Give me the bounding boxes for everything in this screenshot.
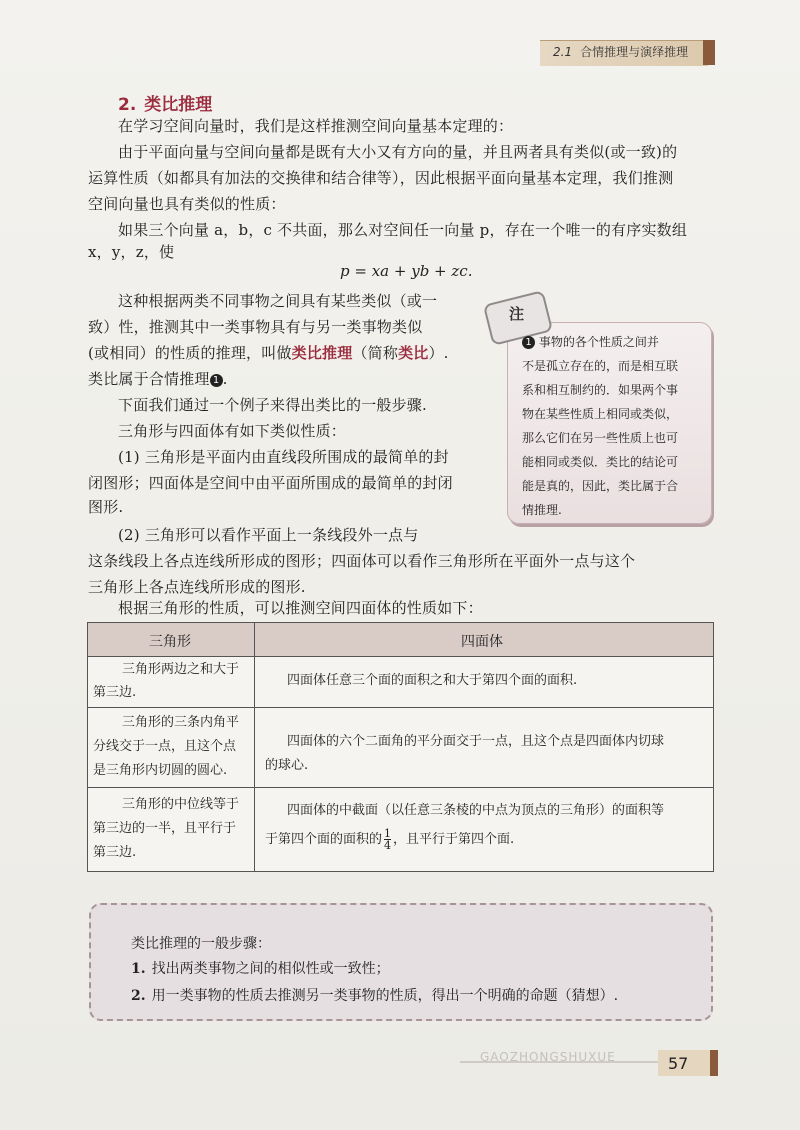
table-header-triangle: 三角形 xyxy=(149,634,191,650)
paragraph-line: 根据三角形的性质，可以推测空间四面体的性质如下： xyxy=(118,599,483,617)
paragraph-line: 下面我们通过一个例子来得出类比的一般步骤. xyxy=(118,396,427,414)
table-cell: 是三角形内切圆的圆心. xyxy=(93,763,228,778)
text-segment: (或相同）的性质的推理，叫做 xyxy=(88,344,292,362)
paragraph-line: 空间向量也具有类似的性质： xyxy=(88,195,286,213)
footnote-marker[interactable]: 1 xyxy=(210,374,223,387)
note-line: 那么它们在另一些性质上也可 xyxy=(522,431,679,445)
paragraph-line: 这种根据两类不同事物之间具有某些类似（或一 xyxy=(118,292,438,310)
table-row-divider xyxy=(88,787,713,788)
table-cell: 四面体的中截面（以任意三条棱的中点为顶点的三角形）的面积等 xyxy=(287,803,665,818)
summary-step-1 xyxy=(131,958,390,978)
table-cell: 四面体任意三个面的面积之和大于第四个面的面积. xyxy=(287,673,578,688)
paragraph-line: 类比属于合情推理 1 . xyxy=(88,370,228,388)
note-line: 能相同或类似．类比的结论可 xyxy=(522,455,679,469)
term-analogical-reasoning: 类比推理 xyxy=(291,344,353,362)
text-segment: ，且平行于第四个面. xyxy=(393,832,515,847)
note-badge-label: 注 xyxy=(509,305,525,323)
table-header-tetrahedron: 四面体 xyxy=(461,634,503,650)
paragraph-intro: 在学习空间向量时，我们是这样推测空间向量基本定理的： xyxy=(118,117,514,135)
paragraph-line: (1) 三角形是平面内由直线段所围成的最简单的封 xyxy=(118,448,449,466)
table-cell: 三角形的中位线等于 xyxy=(122,797,240,812)
table-row-divider xyxy=(88,707,713,708)
step-number: 2. xyxy=(131,988,146,1004)
header-section-number: 2.1 xyxy=(553,45,573,59)
page-number: 57 xyxy=(668,1054,689,1073)
term-analogy: 类比 xyxy=(398,344,429,362)
paragraph-line: 闭图形；四面体是空间中由平面所围成的最简单的封闭 xyxy=(88,474,453,492)
note-line: 不是孤立存在的，而是相互联 xyxy=(522,359,679,373)
text-segment: 于第四个面的面积的 xyxy=(265,832,383,847)
step-text: 找出两类事物之间的相似性或一致性； xyxy=(151,961,390,977)
paragraph-line xyxy=(88,340,449,366)
section-heading xyxy=(118,90,212,115)
paragraph-line: 这条线段上各点连线所形成的图形；四面体可以看作三角形所在平面外一点与这个 xyxy=(88,552,636,570)
note-line: 物在某些性质上相同或类似， xyxy=(522,407,679,421)
table-cell: 四面体的六个二面角的平分面交于一点，且这个点是四面体内切球 xyxy=(287,734,665,749)
table-cell: 三角形的三条内角平 xyxy=(122,715,240,730)
note-line xyxy=(522,330,710,354)
summary-title: 类比推理的一般步骤： xyxy=(131,936,271,952)
paragraph-line: 由于平面向量与空间向量都是既有大小又有方向的量，并且两者具有类似(或一致)的 xyxy=(118,143,678,161)
vector-formula: p = xa + yb + zc. xyxy=(340,262,473,280)
paragraph-line: 三角形上各点连线所形成的图形. xyxy=(88,578,306,596)
paragraph-line: 运算性质（如都具有加法的交换律和结合律等），因此根据平面向量基本定理，我们推测 xyxy=(88,169,674,187)
fraction-one-quarter xyxy=(384,828,391,851)
header-accent xyxy=(703,40,715,65)
text-segment: ）. xyxy=(428,344,449,362)
table-cell: 第三边. xyxy=(93,685,137,700)
paragraph-line: x，y，z，使 xyxy=(88,243,175,261)
section-number: 2. xyxy=(118,95,137,115)
footer-brand: GAOZHONGSHUXUE xyxy=(480,1050,616,1064)
table-cell xyxy=(265,828,514,852)
header-section-title: 合情推理与演绎推理 xyxy=(580,45,689,59)
running-header xyxy=(553,43,688,60)
step-text: 用一类事物的性质去推测另一类事物的性质，得出一个明确的命题（猜想）. xyxy=(151,988,619,1004)
note-line-text: 事物的各个性质之间并 xyxy=(538,335,659,349)
summary-step-2 xyxy=(131,985,618,1005)
side-note-text xyxy=(522,330,710,522)
table-cell: 分线交于一点，且这个点 xyxy=(93,739,237,754)
text-segment: 类比属于合情推理 xyxy=(88,370,210,388)
paragraph-line: 如果三个向量 a，b，c 不共面，那么对空间任一向量 p，存在一个唯一的有序实数组 xyxy=(118,221,688,239)
table-cell: 三角形两边之和大于 xyxy=(122,662,240,677)
section-title: 类比推理 xyxy=(144,95,213,115)
step-number: 1. xyxy=(131,961,146,977)
table-cell: 第三边. xyxy=(93,845,137,860)
table-column-divider xyxy=(254,623,255,871)
note-line: 情推理. xyxy=(522,503,562,517)
table-cell: 第三边的一半，且平行于 xyxy=(93,821,237,836)
fraction-numerator: 1 xyxy=(384,827,392,840)
table-cell: 的球心. xyxy=(265,758,309,773)
note-marker: 1 xyxy=(522,336,535,349)
paragraph-line: 图形. xyxy=(88,498,124,516)
comparison-table xyxy=(87,622,714,872)
paragraph-line: (2) 三角形可以看作平面上一条线段外一点与 xyxy=(118,526,419,544)
paragraph-line: 三角形与四面体有如下类似性质： xyxy=(118,422,347,440)
fraction-denominator: 4 xyxy=(384,839,392,852)
text-segment: （简称 xyxy=(352,344,399,362)
note-line: 系和相互制约的．如果两个事 xyxy=(522,383,679,397)
note-line: 能是真的，因此，类比属于合 xyxy=(522,479,679,493)
paragraph-line: 致）性，推测其中一类事物具有与另一类事物类似 xyxy=(88,318,423,336)
